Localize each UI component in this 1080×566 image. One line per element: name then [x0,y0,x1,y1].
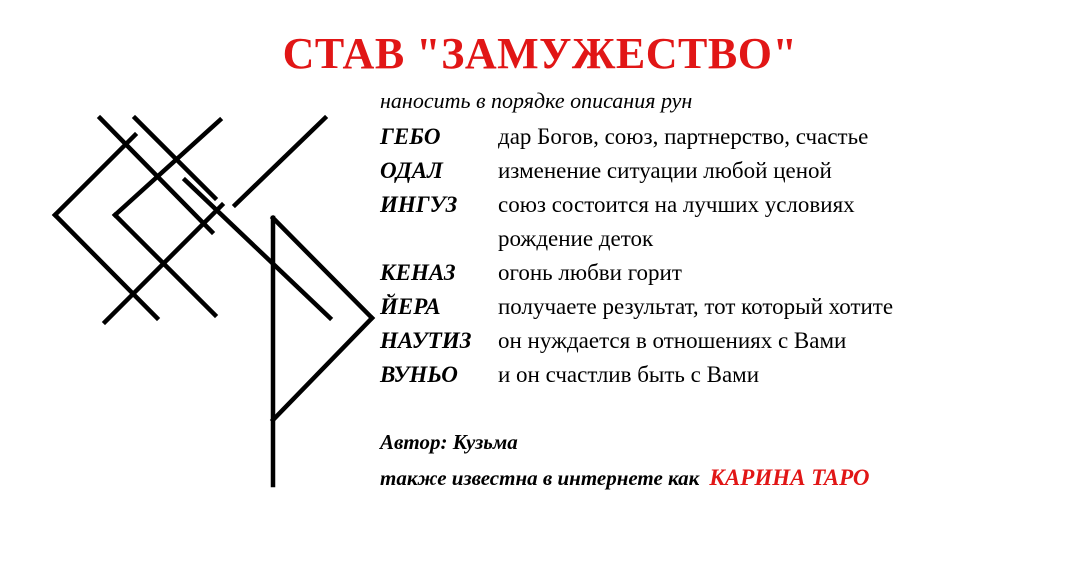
rune-meaning [498,188,855,256]
rune-meaning-line: союз состоится на лучших условиях [498,192,855,217]
rune-row [380,120,893,154]
rune-meaning-line: огонь любви горит [498,260,682,285]
rune-meaning [498,154,832,188]
rune-name: ОДАЛ [380,158,443,183]
rune-meaning-line: он нуждается в отношениях с Вами [498,328,847,353]
rune-meaning [498,290,893,324]
rune-name: ГЕБО [380,124,441,149]
rune-name: НАУТИЗ [380,328,472,353]
rune-row [380,188,893,256]
stave-stroke [55,135,135,215]
stave-stroke [273,218,372,318]
rune-meaning [498,358,759,392]
rune-meaning-line: и он счастлив быть с Вами [498,362,760,387]
rune-meaning-line: изменение ситуации любой ценой [498,158,832,183]
stave-stroke [185,180,330,318]
rune-meaning [498,256,682,290]
known-as-line [380,465,870,491]
stave-stroke [235,118,325,205]
rune-row [380,154,893,188]
brand-name: КАРИНА ТАРО [709,465,870,490]
rune-row [380,290,893,324]
known-as-text: также известна в интернете как [380,466,700,490]
rune-meaning-line: получаете результат, тот который хотите [498,294,894,319]
rune-row [380,358,893,392]
stave-stroke [273,318,372,420]
rune-name: КЕНАЗ [380,260,456,285]
rune-row [380,256,893,290]
page-title: СТАВ "ЗАМУЖЕСТВО" [282,29,798,78]
rune-meaning [498,120,868,154]
rune-meaning-line: дар Богов, союз, партнерство, счастье [498,124,869,149]
rune-name: ВУНЬО [380,362,458,387]
rune-name: ЙЕРА [380,294,441,319]
author-line: Автор: Кузьма [380,430,518,454]
rune-list [380,120,893,392]
application-instruction: наносить в порядке описания рун [380,88,693,113]
stave-stroke [55,215,157,318]
rune-meaning-line: рождение деток [498,226,654,251]
rune-meaning [498,324,846,358]
rune-name: ИНГУЗ [380,192,458,217]
rune-row [380,324,893,358]
